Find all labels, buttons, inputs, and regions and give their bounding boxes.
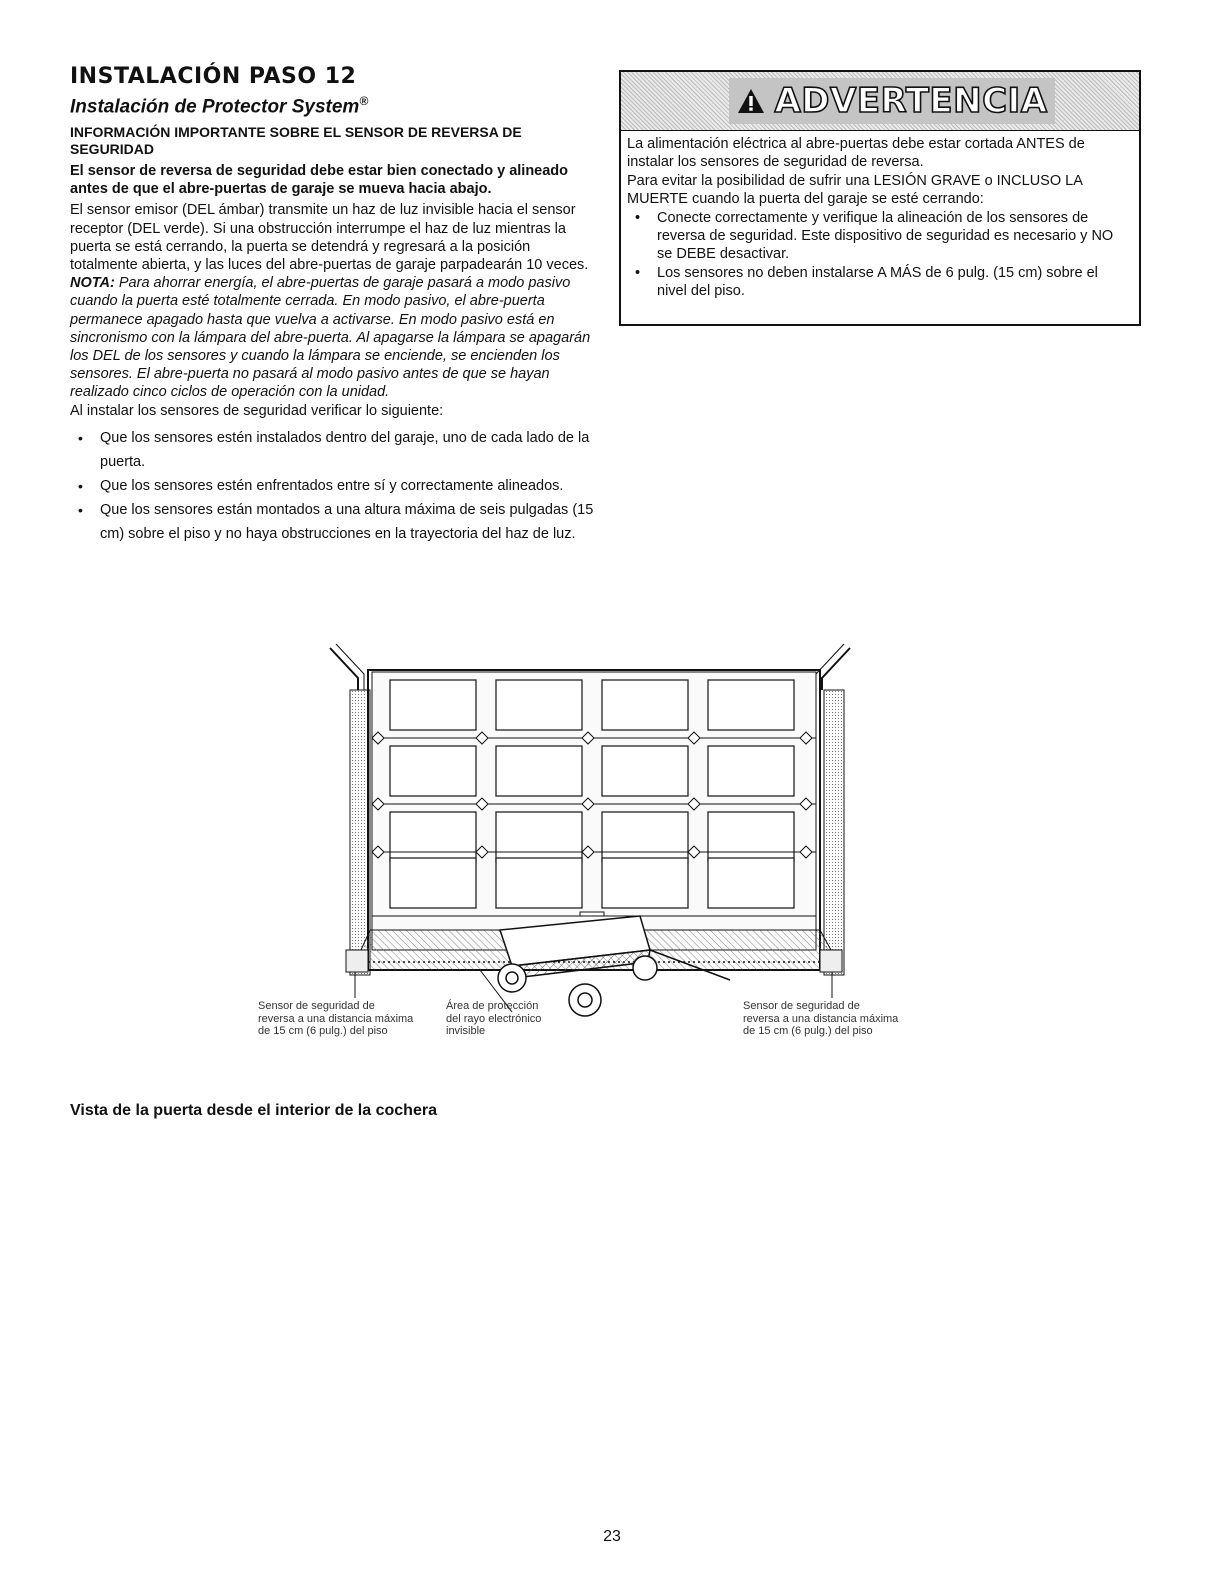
label-line: reversa a una distancia máxima: [743, 1012, 899, 1025]
registered-mark: ®: [359, 94, 369, 108]
warning-title: ADVERTENCIA: [774, 81, 1048, 121]
left-sensor: [346, 950, 368, 972]
figure-caption: Vista de la puerta desde el interior de la cochera: [70, 1102, 437, 1119]
warning-line-1: La alimentación eléctrica al abre-puertas debe estar cortada ANTES de instalar los sensores de seguridad de reversa.: [627, 136, 1085, 171]
warning-triangle-icon: [736, 87, 766, 115]
warning-line-2: Para evitar la posibilidad de sufrir una LESIÓN GRAVE o INCLUSO LA MUERTE cuando la puerta del garaje se esté cerrando:: [627, 172, 1083, 208]
check-intro: Al instalar los sensores de seguridad verificar lo siguiente:: [70, 402, 444, 419]
warning-box: [619, 70, 1141, 326]
list-item: • Conecte correctamente y verifique la alineación de los sensores de reversa de seguridad. Este dispositivo de seguridad es necesario y NO se DEBE desactivar.: [627, 209, 1127, 264]
list-item: • Los sensores no deben instalarse A MÁS de 6 pulg. (15 cm) sobre el nivel del piso.: [627, 264, 1127, 301]
note-text: Para ahorrar energía, el abre-puertas de garaje pasará a modo pasivo cuando la puerta esté totalmente cerrada. En modo pasivo, el abre-puerta permanece apagado hasta que vuelva a activarse. En modo pasivo está en sincronismo con la lámpara del abre-puerta. Al apagarse la lámpara se apagarán los DEL de los sensores y cuando la lámpara se enciende, se encienden los sensores. El abre-puerta no pasará al modo pasivo antes de que se hayan realizado cinco ciclos de operación con la unidad.: [70, 275, 591, 401]
garage-door-illustration: [250, 640, 930, 1060]
label-line: Sensor de seguridad de: [743, 1000, 860, 1012]
list-item: • Que los sensores estén instalados dentro del garaje, uno de cada lado de la puerta.: [70, 426, 598, 474]
right-track: [822, 648, 850, 690]
label-line: de 15 cm (6 pulg.) del piso: [258, 1025, 388, 1037]
page-number: 23: [603, 1528, 621, 1545]
warning-banner: [729, 78, 1055, 124]
left-track: [330, 648, 358, 690]
instructions-column: [70, 64, 598, 546]
warning-body: [621, 131, 1139, 301]
list-item: • Que los sensores estén enfrentados entre sí y correctamente alineados.: [70, 474, 598, 498]
alignment-requirement: El sensor de reversa de seguridad debe estar bien conectado y alineado antes de que el abre-puertas de garaje se mueva hacia abajo.: [70, 163, 569, 198]
left-sensor-label: [258, 1000, 413, 1038]
step-title: INSTALACIÓN PASO 12: [70, 64, 357, 89]
protection-area-label: [446, 1000, 541, 1038]
label-line: invisible: [446, 1025, 486, 1037]
right-sensor-label: [743, 1000, 898, 1038]
label-line: reversa a una distancia máxima: [258, 1012, 414, 1025]
note-label: NOTA:: [70, 275, 115, 292]
right-wall-jamb: [824, 690, 844, 975]
label-line: del rayo electrónico: [446, 1012, 542, 1025]
important-info-heading: INFORMACIÓN IMPORTANTE SOBRE EL SENSOR DE REVERSA DE SEGURIDAD: [70, 124, 522, 158]
list-item: • Que los sensores están montados a una altura máxima de seis pulgadas (15 cm) sobre el piso y no haya obstrucciones en la trayectoria del haz de luz.: [70, 498, 598, 546]
sensor-description: El sensor emisor (DEL ámbar) transmite un haz de luz invisible hacia el sensor receptor (DEL verde). Si una obstrucción interrumpe el haz de luz mientras la puerta se está cerrando, la puerta se detendrá y regresará a la posición totalmente abierta, y las luces del abre-puertas de garaje parpadearán 10 veces.: [70, 202, 589, 273]
label-line: de 15 cm (6 pulg.) del piso: [743, 1025, 873, 1037]
garage-door-drawing: [250, 640, 930, 1060]
warning-list: [627, 209, 1127, 301]
check-list: [70, 426, 598, 546]
label-line: Área de protección: [446, 1000, 539, 1012]
energy-note: [70, 274, 598, 401]
step-subtitle: [70, 90, 598, 118]
warning-header: [621, 72, 1139, 131]
left-track-inner: [336, 644, 364, 690]
label-line: Sensor de seguridad de: [258, 1000, 375, 1012]
right-sensor: [820, 950, 842, 972]
subtitle-text: Instalación de Protector System: [70, 96, 360, 118]
door-handle: [580, 912, 604, 916]
